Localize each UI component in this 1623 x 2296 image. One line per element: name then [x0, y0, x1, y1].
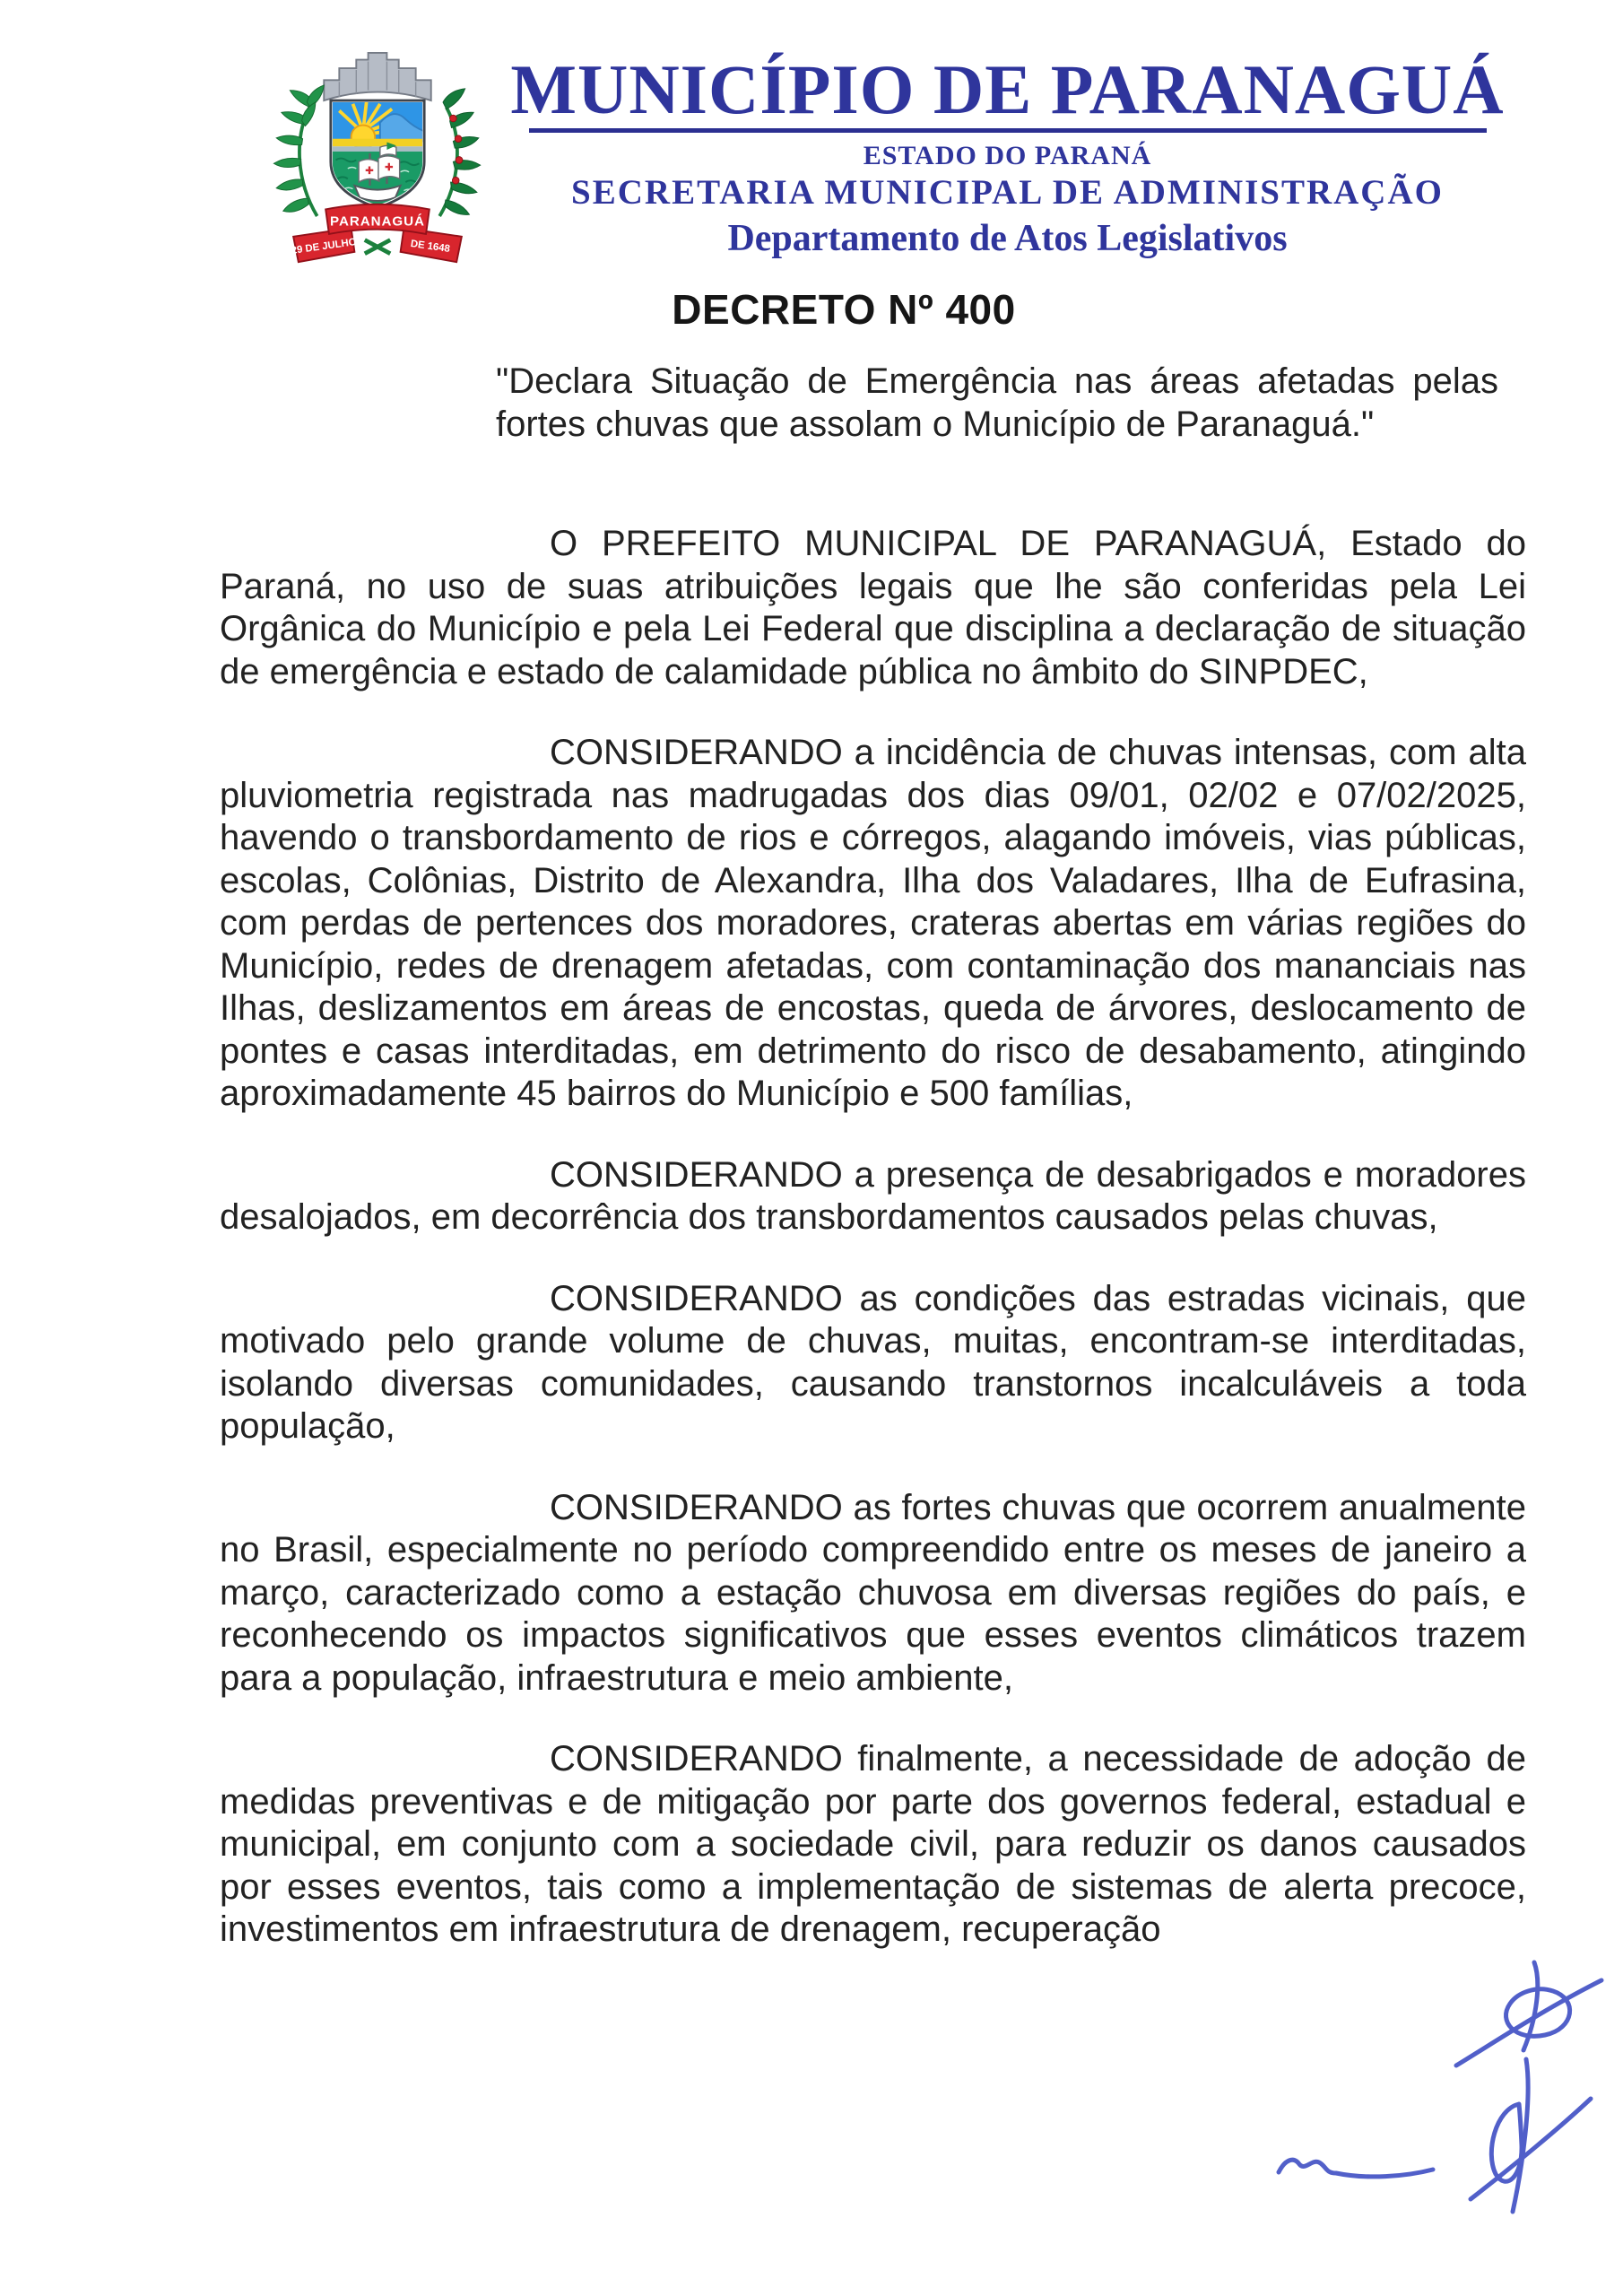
state-subtitle: ESTADO DO PARANÁ — [863, 141, 1152, 170]
paragraph-considerando-4: CONSIDERANDO as fortes chuvas que ocorrem anualmente no Brasil, especialmente no período compreendido entre os meses de janeiro a março, caracterizado como a estação chuvosa em diversas regiões do país, e reconhecendo os impactos significativos que esses eventos climáticos trazem para a população, infraestrutura e meio ambiente, — [220, 1487, 1526, 1698]
letterhead — [495, 50, 1520, 259]
decree-title: DECRETO Nº 400 — [672, 286, 1016, 333]
paragraph-considerando-5: CONSIDERANDO finalmente, a necessidade de adoção de medidas preventivas e de mitigação por parte dos governos federal, estadual e municipal, em conjunto com a sociedade civil, para reduzir os danos causados por esses eventos, tais como a implementação de sistemas de alerta precoce, investimentos em infraestrutura de drenagem, recuperação — [220, 1739, 1526, 1949]
decree-summary: "Declara Situação de Emergência nas áreas afetadas pelas fortes chuvas que assolam o Município de Paranaguá." — [496, 361, 1498, 444]
banner-date-right-text: DE 1648 — [410, 238, 451, 256]
rubric-mark-bottom-icon — [1471, 2059, 1591, 2212]
paragraph-preamble: O PREFEITO MUNICIPAL DE PARANAGUÁ, Estado do Paraná, no uso de suas atribuições legais que lhe são conferidas pela Lei Orgânica do Município e pela Lei Federal que disciplina a declaração de situação de emergência e estado de calamidade pública no âmbito do SINPDEC, — [220, 524, 1526, 691]
municipality-title: MUNICÍPIO DE PARANAGUÁ — [510, 50, 1505, 128]
mural-crown-icon — [324, 53, 430, 100]
department-subtitle: Departamento de Atos Legislativos — [727, 218, 1288, 259]
coat-of-arms — [265, 36, 490, 265]
paragraph-considerando-1: CONSIDERANDO a incidência de chuvas intensas, com alta pluviometria registrada nas madrugadas dos dias 09/01, 02/02 e 07/02/2025, havendo o transbordamento de rios e córregos, alagando imóveis, vias públicas, escolas, Colônias, Distrito de Alexandra, Ilha dos Valadares, Ilha de Eufrasina, com perdas de pertences dos moradores, crateras abertas em várias regiões do Município, redes de drenagem afetadas, com contaminação dos mananciais nas Ilhas, deslizamentos em áreas de encostas, queda de árvores, deslocamento de pontes e casas interditadas, em detrimento do risco de desabamento, atingindo aproximadamente 45 bairros do Município e 500 famílias, — [220, 733, 1526, 1113]
paragraph-considerando-3: CONSIDERANDO as condições das estradas vicinais, que motivado pelo grande volume de chuvas, muitas, encontram-se interditadas, isolando diversas comunidades, causando transtornos incalculáveis a toda população, — [220, 1278, 1526, 1446]
banner-name-text: PARANAGUÁ — [330, 213, 425, 230]
secretariat-subtitle: SECRETARIA MUNICIPAL DE ADMINISTRAÇÃO — [571, 173, 1444, 212]
left-branch-icon — [273, 85, 324, 216]
title-underline — [529, 128, 1487, 133]
shield-icon — [331, 100, 424, 207]
right-branch-icon — [439, 89, 481, 216]
decree-body — [220, 523, 1526, 1990]
banner-date-left-text: 29 DE JULHO — [291, 236, 358, 257]
flourish-line-icon — [1279, 2160, 1433, 2177]
paragraph-considerando-2: CONSIDERANDO a presença de desabrigados e moradores desalojados, em decorrência dos transbordamentos causados pelas chuvas, — [220, 1154, 1526, 1237]
